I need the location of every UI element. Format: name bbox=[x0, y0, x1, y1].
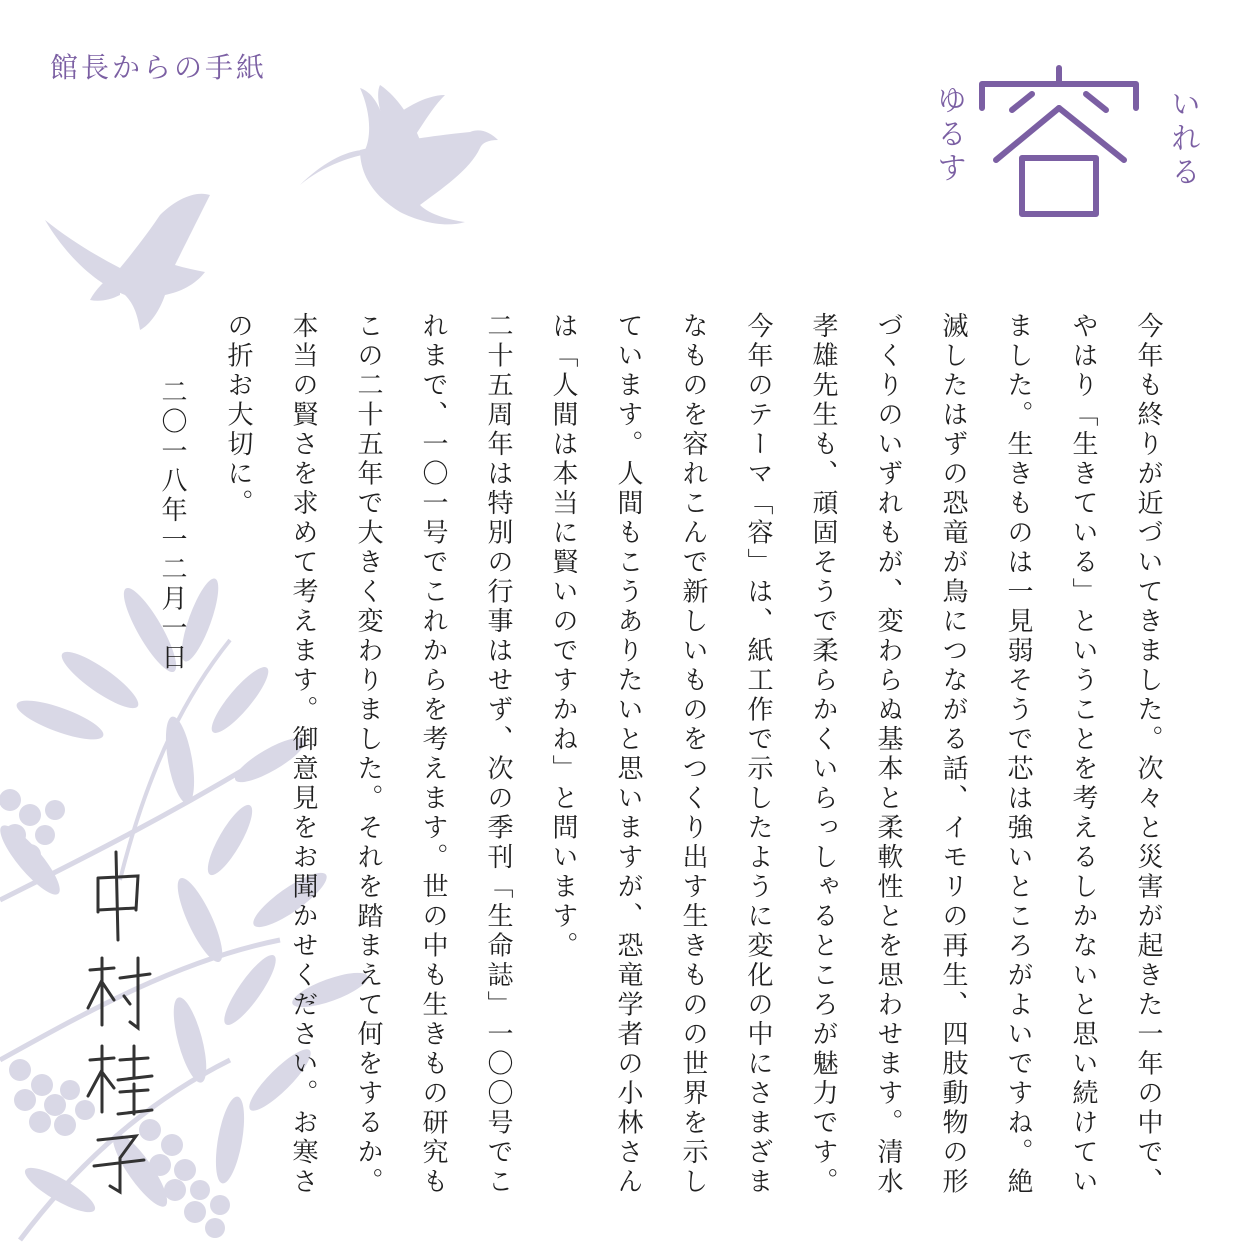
reading-left: ゆるす bbox=[931, 84, 966, 186]
theme-kanji-block bbox=[920, 50, 1200, 230]
letter-paragraph: 二十五周年は特別の行事はせず、次の季刊「生命誌」一〇〇号でこれまで、一〇一号でこれからを考えます。世の中も生きもの研究もこの二十五年で大きく変わりました。それを踏まえて何をするか。本当の賢さを求めて考えます。御意見をお聞かせください。お寒さの折お大切に。 bbox=[223, 312, 513, 1197]
theme-kanji-icon bbox=[974, 60, 1144, 220]
signature-icon bbox=[80, 840, 160, 1200]
flying-bird-icon bbox=[45, 194, 210, 330]
letter-body bbox=[205, 312, 1180, 1212]
reading-right: いれる bbox=[1165, 88, 1200, 190]
letter-paragraph: 今年のテーマ「容」は、紙工作で示したように変化の中にさまざまなものを容れこんで新しいものをつくり出す生きものの世界を示しています。人間もこうありたいと思いますが、恐竜学者の小林さんは「人間は本当に賢いのですかね」と問います。 bbox=[548, 312, 773, 1197]
flying-bird-icon bbox=[300, 85, 498, 224]
page-title: 館長からの手紙 bbox=[50, 51, 268, 84]
letter-paragraph: 今年も終りが近づいてきました。次々と災害が起きた一年の中で、やはり「生きている」ということを考えるしかないと思い続けていました。生きものは一見弱そうで芯は強いところがよいですね。絶滅したはずの恐竜が鳥につながる話、イモリの再生、四肢動物の形づくりのいずれもが、変わらぬ基本と柔軟性とを思わせます。清水孝雄先生も、頑固そうで柔らかくいらっしゃるところが魅力です。 bbox=[808, 312, 1163, 1197]
letter-date: 二〇一八年一二月一日 bbox=[157, 378, 187, 673]
